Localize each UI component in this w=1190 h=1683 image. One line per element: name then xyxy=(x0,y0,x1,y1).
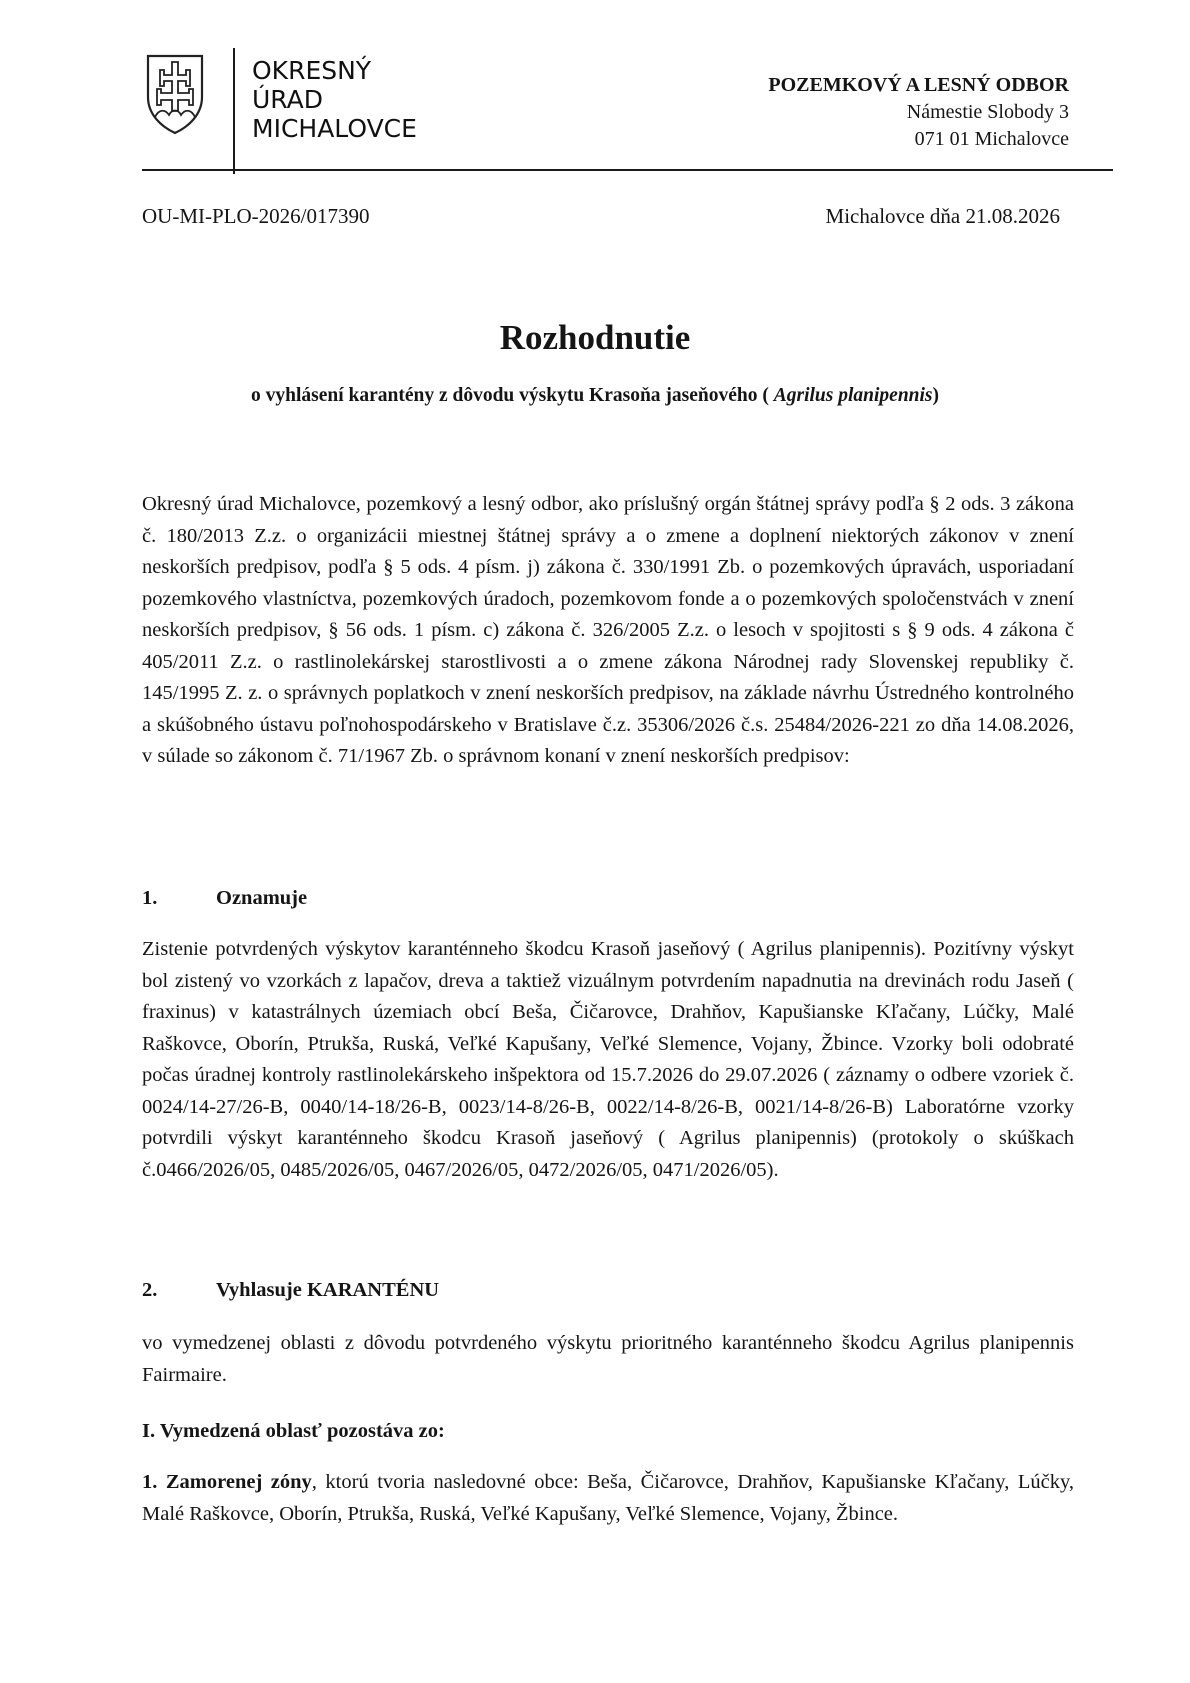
section-2-text: vo vymedzenej oblasti z dôvodu potvrdeného výskytu prioritného karanténneho škodcu Agrilus planipennis Fairmaire. xyxy=(142,1332,1074,1386)
department-street: Námestie Slobody 3 xyxy=(906,101,1069,123)
office-name-line: ÚRAD xyxy=(252,85,324,114)
document-subtitle xyxy=(0,385,1190,407)
subtitle-latin-name: Agrilus planipennis xyxy=(773,385,933,406)
office-name-line: MICHALOVCE xyxy=(252,114,417,143)
office-name xyxy=(252,56,417,143)
slovak-coat-of-arms-icon xyxy=(145,53,205,135)
section-number: 1. xyxy=(142,887,158,909)
header-divider-vertical xyxy=(233,48,235,174)
infested-zone-paragraph xyxy=(142,1467,1074,1530)
subtitle-suffix: ) xyxy=(932,385,940,406)
area-heading: I. Vymedzená oblasť pozostáva zo: xyxy=(142,1420,445,1442)
reference-number: OU-MI-PLO-2026/017390 xyxy=(142,204,370,228)
office-name-line: OKRESNÝ xyxy=(252,56,372,85)
section-number: 2. xyxy=(142,1279,158,1301)
department-address xyxy=(768,72,1069,153)
section-2-heading xyxy=(142,1279,439,1302)
department-city: 071 01 Michalovce xyxy=(914,128,1069,150)
section-1-text: Zistenie potvrdených výskytov karanténneho škodcu Krasoň jaseňový ( Agrilus planipennis). Pozitívny výskyt bol zistený vo vzorkách z lapačov, dreva a taktiež vizuálnym potvrdením napadnutia na drevinách rodu Jaseň ( fraxinus) v katastrálnych územiach obcí Beša, Čičarovce, Drahňov, Kapušianske Kľačany, Lúčky, Malé Raškovce, Oborín, Ptrukša, Ruská, Veľké Kapušany, Veľké Slemence, Vojany, Žbince. Vzorky boli odobraté počas úradnej kontroly rastlinolekárskeho inšpektora od 15.7.2026 do 29.07.2026 ( záznamy o odbere vzoriek č. 0024/14-27/26-B, 0040/14-18/26-B, 0023/14-8/26-B, 0022/14-8/26-B, 0021/14-8/26-B) Laboratórne vzorky potvrdili výskyt karanténneho škodcu Krasoň jaseňový ( Agrilus planipennis) (protokoly o skúškach č.0466/2026/05, 0485/2026/05, 0467/2026/05, 0472/2026/05, 0471/2026/05). xyxy=(142,938,1074,1181)
document-title: Rozhodnutie xyxy=(499,318,691,357)
infested-zone-text: , ktorú tvoria nasledovné obce: Beša, Čičarovce, Drahňov, Kapušianske Kľačany, Lúčky, Malé Raškovce, Oborín, Ptrukša, Ruská, Veľké Kapušany, Veľké Slemence, Vojany, Žbince. xyxy=(142,1471,1075,1525)
department-title: POZEMKOVÝ A LESNÝ ODBOR xyxy=(768,74,1069,96)
intro-paragraph: Okresný úrad Michalovce, pozemkový a lesný odbor, ako príslušný orgán štátnej správy podľa § 2 ods. 3 zákona č. 180/2013 Z.z. o organizácii miestnej štátnej správy a o zmene a doplnení niektorých zákonov v znení neskorších predpisov, podľa § 5 ods. 4 písm. j) zákona č. 330/1991 Zb. o pozemkových úpravách, usporiadaní pozemkového vlastníctva, pozemkových úradoch, pozemkovom fonde a o pozemkových spoločenstvách v znení neskorších predpisov, § 56 ods. 1 písm. c) zákona č. 326/2005 Z.z. o lesoch v spojitosti s § 9 ods. 4 zákona č 405/2011 Z.z. o rastlinolekárskej starostlivosti a o zmene zákona Národnej rady Slovenskej republiky č. 145/1995 Z. z. o správnych poplatkoch v znení neskorších predpisov, na základe návrhu Ústredného kontrolného a skúšobného ústavu poľnohospodárskeho v Bratislave č.z. 35306/2026 č.s. 25484/2026-221 zo dňa 14.08.2026, v súlade so zákonom č. 71/1967 Zb. o správnom konaní v znení neskorších predpisov: xyxy=(142,493,1074,767)
infested-zone-label: 1. Zamorenej zóny xyxy=(142,1471,312,1493)
subtitle-prefix: o vyhlásení karantény z dôvodu výskytu Krasoňa jaseňového ( xyxy=(250,385,774,406)
section-1-heading xyxy=(142,887,307,910)
header-divider-horizontal xyxy=(142,169,1113,171)
date-line: Michalovce dňa 21.08.2026 xyxy=(825,204,1060,228)
section-title: Vyhlasuje KARANTÉNU xyxy=(216,1279,440,1301)
section-title: Oznamuje xyxy=(216,887,308,909)
